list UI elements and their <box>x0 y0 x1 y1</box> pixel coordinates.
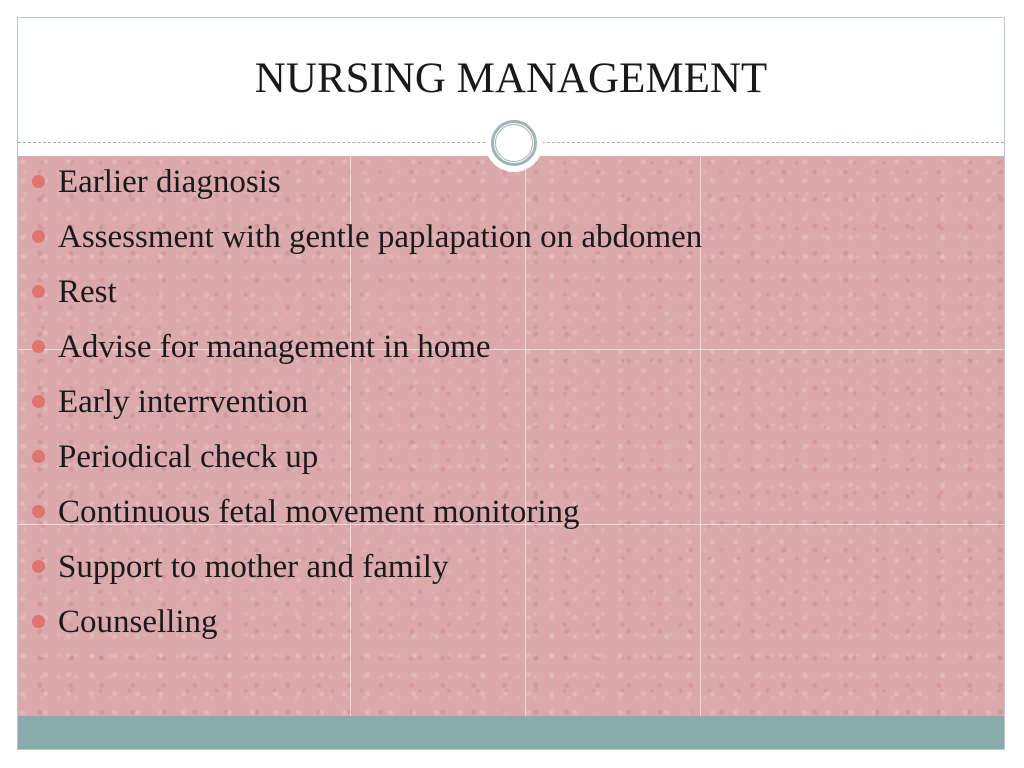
list-item-text: Support to mother and family <box>58 549 449 585</box>
circle-ornament-icon <box>485 114 543 172</box>
list-item-text: Counselling <box>58 604 218 640</box>
bullet-dot-icon <box>32 340 45 353</box>
list-item-text: Periodical check up <box>58 439 319 475</box>
bullet-list <box>28 162 702 657</box>
slide-title: NURSING MANAGEMENT <box>254 55 768 102</box>
list-item <box>28 492 702 547</box>
list-item-text: Advise for management in home <box>58 329 491 365</box>
list-item <box>28 162 702 217</box>
ornament-inner-ring <box>495 124 533 162</box>
list-item-text: Assessment with gentle paplapation on abdomen <box>58 219 703 255</box>
list-item-text: Earlier diagnosis <box>58 164 281 200</box>
bullet-dot-icon <box>32 395 45 408</box>
list-item-text: Early interrvention <box>58 384 309 420</box>
bullet-dot-icon <box>32 450 45 463</box>
list-item-text: Continuous fetal movement monitoring <box>58 494 580 530</box>
bullet-dot-icon <box>32 505 45 518</box>
footer-band <box>18 716 1004 750</box>
list-item <box>28 327 702 382</box>
list-item <box>28 272 702 327</box>
list-item <box>28 547 702 602</box>
list-item-text: Rest <box>58 274 117 310</box>
bullet-dot-icon <box>32 615 45 628</box>
bullet-dot-icon <box>32 560 45 573</box>
bullet-dot-icon <box>32 230 45 243</box>
bullet-dot-icon <box>32 175 45 188</box>
list-item <box>28 217 702 272</box>
bullet-dot-icon <box>32 285 45 298</box>
list-item <box>28 382 702 437</box>
list-item <box>28 602 702 657</box>
list-item <box>28 437 702 492</box>
